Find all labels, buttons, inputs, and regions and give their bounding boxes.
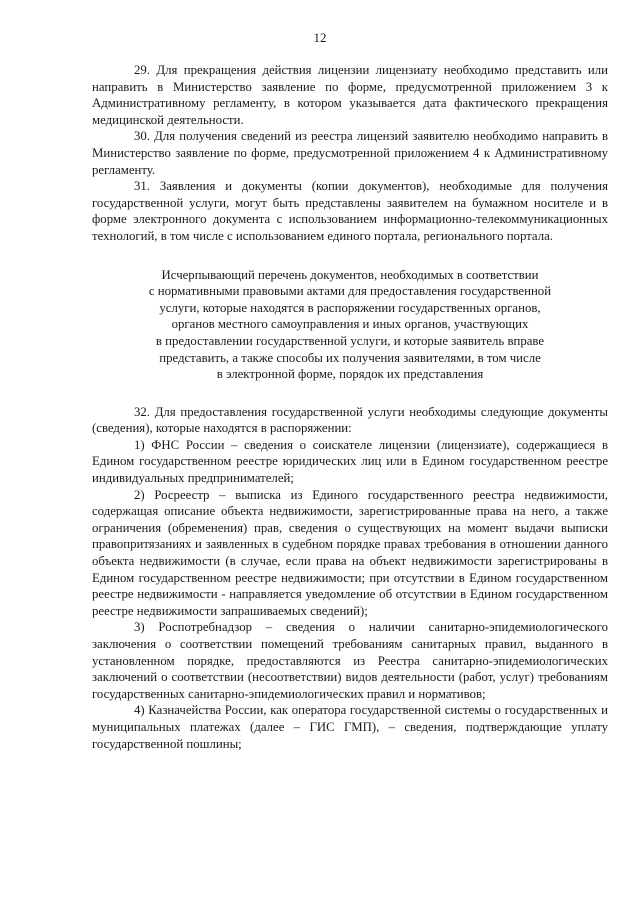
heading-line: услуги, которые находятся в распоряжении государственных органов,: [159, 300, 541, 315]
paragraph-29: 29. Для прекращения действия лицензии лицензиату необходимо представить или направить в Министерство заявление по форме, предусмотренной приложением 3 к Административному регламенту, в котором указывается дата фактического прекращения медицинской деятельности.: [92, 63, 608, 127]
heading-line: с нормативными правовыми актами для предоставления государственной: [148, 284, 552, 299]
heading-line: представить, а также способы их получения заявителями, в том числе: [159, 350, 541, 365]
heading-line: в предоставлении государственной услуги, и которые заявитель вправе: [155, 333, 545, 348]
paragraph-31: 31. Заявления и документы (копии документов), необходимые для получения государственной услуги, могут быть представлены заявителем на бумажном носителе и в форме электронного документа с использованием информационно-телекоммуникационных технологий, в том числе с использованием единого портала, регионального портала.: [92, 179, 608, 243]
heading-line: в электронной форме, порядок их представления: [216, 367, 484, 382]
list-item-rospotrebnadzor: 3) Роспотребнадзор – сведения о наличии санитарно-эпидемиологического заключения о соответствии помещений требованиям санитарных правил, выданного в установленном порядке, предоставляются из Реестра санитарно-эпидемиологических заключений о соответствии (несоответствии) видов деятельности (работ, услуг) требованиям государственных санитарно-эпидемиологических правил и нормативов;: [92, 620, 608, 701]
section-heading: [92, 267, 608, 383]
document-body: [92, 62, 608, 752]
list-item-treasury: 4) Казначейства России, как оператора государственной системы о государственных и муниципальных платежах (далее – ГИС ГМП), – сведения, подтверждающие уплату государственной пошлины;: [92, 703, 608, 751]
page-number: 12: [313, 30, 327, 45]
list-item-rosreestr: 2) Росреестр – выписка из Единого государственного реестра недвижимости, содержащая описание объекта недвижимости, зарегистрированные права на него, а также ограничения (обременения) прав, сведения о существующих на момент выдачи выписки правопритязаниях и заявленных в судебном порядке правах требования в отношении данного объекта недвижимости (в случае, если права на объект недвижимости зарегистрированы в Едином государственном реестре недвижимости; при отсутствии в Едином государственном реестре недвижимости - направляется уведомление об отсутствии в Едином государственном реестре недвижимости запрашиваемых сведений);: [92, 487, 608, 618]
paragraph-30: 30. Для получения сведений из реестра лицензий заявителю необходимо направить в Министерство заявление по форме, предусмотренной приложением 4 к Административному регламенту.: [92, 129, 608, 177]
heading-line: Исчерпывающий перечень документов, необходимых в соответствии: [161, 267, 539, 282]
paragraph-32: 32. Для предоставления государственной услуги необходимы следующие документы (сведения), которые находятся в распоряжении:: [92, 404, 608, 436]
list-item-fns: 1) ФНС России – сведения о соискателе лицензии (лицензиате), содержащиеся в Едином государственном реестре юридических лиц или в Едином государственном реестре индивидуальных предпринимателей;: [92, 437, 608, 486]
heading-line: органов местного самоуправления и иных органов, участвующих: [171, 317, 529, 332]
